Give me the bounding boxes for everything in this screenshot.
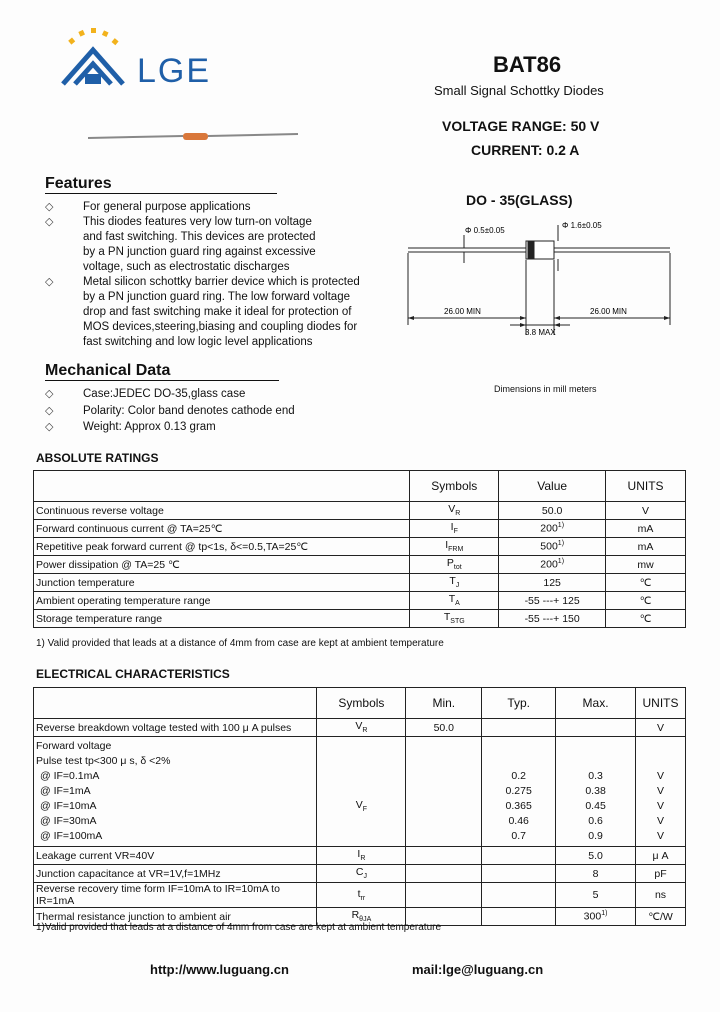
brand-name: LGE — [137, 52, 212, 90]
symbol-text: V — [448, 503, 456, 516]
value-cell: 50.0 — [499, 502, 606, 520]
header-blank — [34, 688, 317, 719]
vf-typ: 0.2 — [511, 770, 526, 782]
table-header-row — [34, 471, 686, 502]
dim-body-diameter: Φ 1.6±0.05 — [562, 221, 602, 230]
max-cell: 5 — [556, 883, 636, 908]
symbol-sub: rr — [360, 895, 366, 903]
max-text: 300 — [583, 910, 602, 923]
dim-body-length: 3.8 MAX — [525, 328, 556, 337]
table-row — [34, 538, 686, 556]
symbol-text: T — [448, 593, 456, 606]
symbol-sub: R — [360, 855, 366, 863]
feature-text: drop and fast switching make it ideal for protection of — [83, 306, 352, 318]
typ-cell — [482, 883, 556, 908]
symbol-text: V — [355, 720, 363, 733]
bullet-diamond-icon: ◇ — [45, 404, 54, 417]
value-text: 200 — [540, 522, 558, 535]
unit-cell: ℃ — [606, 592, 686, 610]
unit-cell: V — [636, 719, 686, 737]
min-cell — [406, 847, 482, 865]
vf-max: 0.9 — [588, 830, 603, 842]
table-header-row — [34, 688, 686, 719]
param-cell: Thermal resistance junction to ambient air — [34, 908, 317, 926]
vf-typ: 0.46 — [508, 815, 529, 827]
symbol-sub: θJA — [359, 916, 372, 924]
symbol-sub: R — [362, 727, 368, 735]
feature-text: voltage, such as electrostatic discharges — [83, 261, 290, 273]
vf-max: 0.3 — [588, 770, 603, 782]
value-sup: 1) — [557, 540, 565, 548]
typ-cell — [482, 908, 556, 926]
value-cell — [499, 520, 606, 538]
typ-cell — [482, 847, 556, 865]
value-sup: 1) — [557, 558, 565, 566]
features-underline — [45, 193, 277, 194]
vf-unit: V — [656, 785, 664, 797]
vf-typ: 0.365 — [505, 800, 532, 812]
unit-cell: mw — [606, 556, 686, 574]
symbol-text: I — [445, 539, 449, 552]
header-max: Max. — [556, 688, 636, 719]
max-cell: 5.0 — [556, 847, 636, 865]
vf-unit: V — [656, 770, 664, 782]
table-row — [34, 520, 686, 538]
param-cell: Power dissipation @ TA=25 ℃ — [34, 556, 410, 574]
table-row — [34, 737, 686, 847]
symbol-text: T — [443, 611, 451, 624]
mechanical-title: Mechanical Data — [45, 362, 171, 379]
param-cell: Leakage current VR=40V — [34, 847, 317, 865]
symbol-text: T — [449, 575, 456, 588]
unit-cell — [636, 737, 686, 847]
unit-cell: ℃/W — [636, 908, 686, 926]
table-row — [34, 610, 686, 628]
value-text: 200 — [540, 558, 558, 571]
table-row — [34, 865, 686, 883]
max-cell — [556, 737, 636, 847]
value-text: 500 — [540, 540, 558, 553]
table-row — [34, 719, 686, 737]
feature-text: MOS devices,steering,biasing and coupling diodes for — [83, 321, 358, 333]
unit-cell: pF — [636, 865, 686, 883]
vf-line: @ IF=1mA — [40, 785, 91, 797]
unit-cell: mA — [606, 538, 686, 556]
max-cell — [556, 908, 636, 926]
max-cell — [556, 719, 636, 737]
value-cell: -55 ---+ 125 — [499, 592, 606, 610]
typ-cell — [482, 737, 556, 847]
symbol-cell — [410, 610, 499, 628]
absolute-ratings-title: ABSOLUTE RATINGS — [36, 451, 159, 465]
mechanical-text: Case:JEDEC DO-35,glass case — [83, 388, 246, 400]
symbol-sub: STG — [450, 618, 465, 626]
header-blank — [34, 471, 410, 502]
symbol-cell — [317, 847, 406, 865]
vf-unit: V — [656, 815, 664, 827]
dim-lead-length-right: 26.00 MIN — [590, 307, 627, 316]
bullet-diamond-icon: ◇ — [45, 388, 54, 400]
symbol-text: C — [355, 866, 364, 879]
symbol-cell — [317, 883, 406, 908]
bullet-diamond-icon: ◇ — [45, 201, 54, 213]
param-cell: Junction capacitance at VR=1V,f=1MHz — [34, 865, 317, 883]
diode-photo-icon — [88, 131, 300, 143]
param-cell — [34, 737, 317, 847]
symbol-sub: F — [362, 806, 368, 814]
dim-lead-length-left: 26.00 MIN — [444, 307, 481, 316]
symbol-cell — [410, 502, 499, 520]
part-subtitle: Small Signal Schottky Diodes — [434, 83, 604, 98]
features-title: Features — [45, 175, 112, 192]
bullet-diamond-icon: ◇ — [45, 276, 54, 288]
mechanical-text: Polarity: Color band denotes cathode end — [83, 404, 295, 417]
unit-cell: V — [606, 502, 686, 520]
min-cell — [406, 865, 482, 883]
table-row — [34, 847, 686, 865]
feature-text: by a PN junction guard ring. The low forward voltage — [83, 291, 350, 303]
header-symbols: Symbols — [410, 471, 499, 502]
value-cell — [499, 556, 606, 574]
min-cell — [406, 883, 482, 908]
min-cell: 50.0 — [406, 719, 482, 737]
value-cell: 125 — [499, 574, 606, 592]
unit-cell: μ A — [636, 847, 686, 865]
symbol-sub: A — [455, 600, 460, 608]
mechanical-underline — [45, 380, 279, 381]
table-row — [34, 883, 686, 908]
bullet-diamond-icon: ◇ — [45, 216, 54, 228]
header-typ: Typ. — [482, 688, 556, 719]
param-cell: Ambient operating temperature range — [34, 592, 410, 610]
feature-text: fast switching and low logic level applications — [83, 336, 313, 348]
vf-max: 0.6 — [588, 815, 603, 827]
param-cell: Reverse breakdown voltage tested with 100 μ A pulses — [34, 719, 317, 737]
dim-lead-diameter: Φ 0.5±0.05 — [465, 226, 505, 235]
typ-cell — [482, 865, 556, 883]
absolute-ratings-table — [33, 470, 686, 628]
vf-line: Forward voltage — [36, 740, 112, 752]
features-list — [45, 200, 375, 350]
feature-text: Metal silicon schottky barrier device which is protected — [83, 276, 360, 288]
current-rating: CURRENT: 0.2 A — [471, 142, 580, 158]
param-cell: Continuous reverse voltage — [34, 502, 410, 520]
symbol-text: I — [450, 521, 454, 534]
table-row — [34, 502, 686, 520]
max-sup: 1) — [601, 910, 608, 918]
unit-cell: ℃ — [606, 610, 686, 628]
symbol-cell — [410, 574, 499, 592]
feature-text: This diodes features very low turn-on voltage — [83, 216, 312, 228]
param-cell: Repetitive peak forward current @ tp<1s, δ<=0.5,TA=25℃ — [34, 538, 410, 556]
header-units: UNITS — [606, 471, 686, 502]
symbol-text: I — [357, 848, 361, 861]
package-drawing — [400, 215, 680, 340]
voltage-range: VOLTAGE RANGE: 50 V — [442, 118, 600, 134]
symbol-cell — [410, 538, 499, 556]
symbol-sub: F — [453, 528, 458, 536]
bullet-diamond-icon: ◇ — [45, 421, 54, 433]
table-row — [34, 592, 686, 610]
vf-max: 0.45 — [585, 800, 606, 812]
email-link[interactable]: mail:lge@luguang.cn — [412, 962, 544, 977]
unit-cell: ns — [636, 883, 686, 908]
symbol-cell — [410, 556, 499, 574]
table-row — [34, 574, 686, 592]
electrical-note: 1)Valid provided that leads at a distance of 4mm from case are kept at ambient temperature — [36, 922, 442, 933]
feature-text: by a PN junction guard ring against excessive — [83, 246, 316, 258]
vf-line: @ IF=30mA — [40, 815, 97, 827]
typ-cell — [482, 719, 556, 737]
symbol-sub: J — [363, 873, 367, 881]
min-cell — [406, 737, 482, 847]
symbol-cell — [317, 737, 406, 847]
vf-typ: 0.275 — [505, 785, 532, 797]
vf-line: @ IF=10mA — [40, 800, 97, 812]
param-cell: Storage temperature range — [34, 610, 410, 628]
param-cell: Reverse recovery time form IF=10mA to IR=10mA to IR=1mA — [34, 883, 317, 908]
value-sup: 1) — [557, 522, 565, 530]
mechanical-text: Weight: Approx 0.13 gram — [83, 421, 216, 433]
website-link[interactable]: http://www.luguang.cn — [150, 962, 289, 977]
absolute-note: 1) Valid provided that leads at a distance of 4mm from case are kept at ambient temperature — [36, 638, 444, 649]
symbol-cell — [317, 719, 406, 737]
value-cell — [499, 538, 606, 556]
header-symbols: Symbols — [317, 688, 406, 719]
param-cell: Junction temperature — [34, 574, 410, 592]
unit-cell: mA — [606, 520, 686, 538]
symbol-text: V — [355, 799, 363, 812]
symbol-cell — [410, 520, 499, 538]
mechanical-list — [45, 386, 375, 436]
lge-logo-icon — [55, 22, 135, 92]
symbol-sub: tot — [453, 564, 462, 572]
feature-text: and fast switching. This devices are protected — [83, 231, 316, 243]
symbol-sub: R — [455, 510, 461, 518]
table-row — [34, 556, 686, 574]
vf-line: @ IF=0.1mA — [40, 770, 100, 782]
symbol-cell — [317, 865, 406, 883]
symbol-text: R — [351, 909, 360, 922]
electrical-table — [33, 687, 686, 926]
symbol-text: P — [446, 557, 454, 570]
symbol-cell — [410, 592, 499, 610]
symbol-sub: FRM — [448, 546, 464, 554]
unit-cell: ℃ — [606, 574, 686, 592]
vf-max: 0.38 — [585, 785, 606, 797]
vf-typ: 0.7 — [511, 830, 526, 842]
max-cell: 8 — [556, 865, 636, 883]
vf-line: @ IF=100mA — [40, 830, 103, 842]
part-number: BAT86 — [493, 52, 562, 77]
electrical-title: ELECTRICAL CHARACTERISTICS — [36, 667, 230, 681]
vf-line: Pulse test tp<300 μ s, δ <2% — [36, 755, 171, 767]
symbol-text: t — [357, 887, 361, 900]
header-units: UNITS — [636, 688, 686, 719]
value-cell: -55 ---+ 150 — [499, 610, 606, 628]
header-value: Value — [499, 471, 606, 502]
feature-text: For general purpose applications — [83, 201, 251, 213]
package-title: DO - 35(GLASS) — [466, 192, 573, 208]
vf-unit: V — [656, 800, 664, 812]
vf-unit: V — [656, 830, 664, 842]
header-min: Min. — [406, 688, 482, 719]
symbol-sub: J — [455, 582, 460, 590]
dimension-note: Dimensions in mill meters — [494, 384, 597, 394]
param-cell: Forward continuous current @ TA=25℃ — [34, 520, 410, 538]
